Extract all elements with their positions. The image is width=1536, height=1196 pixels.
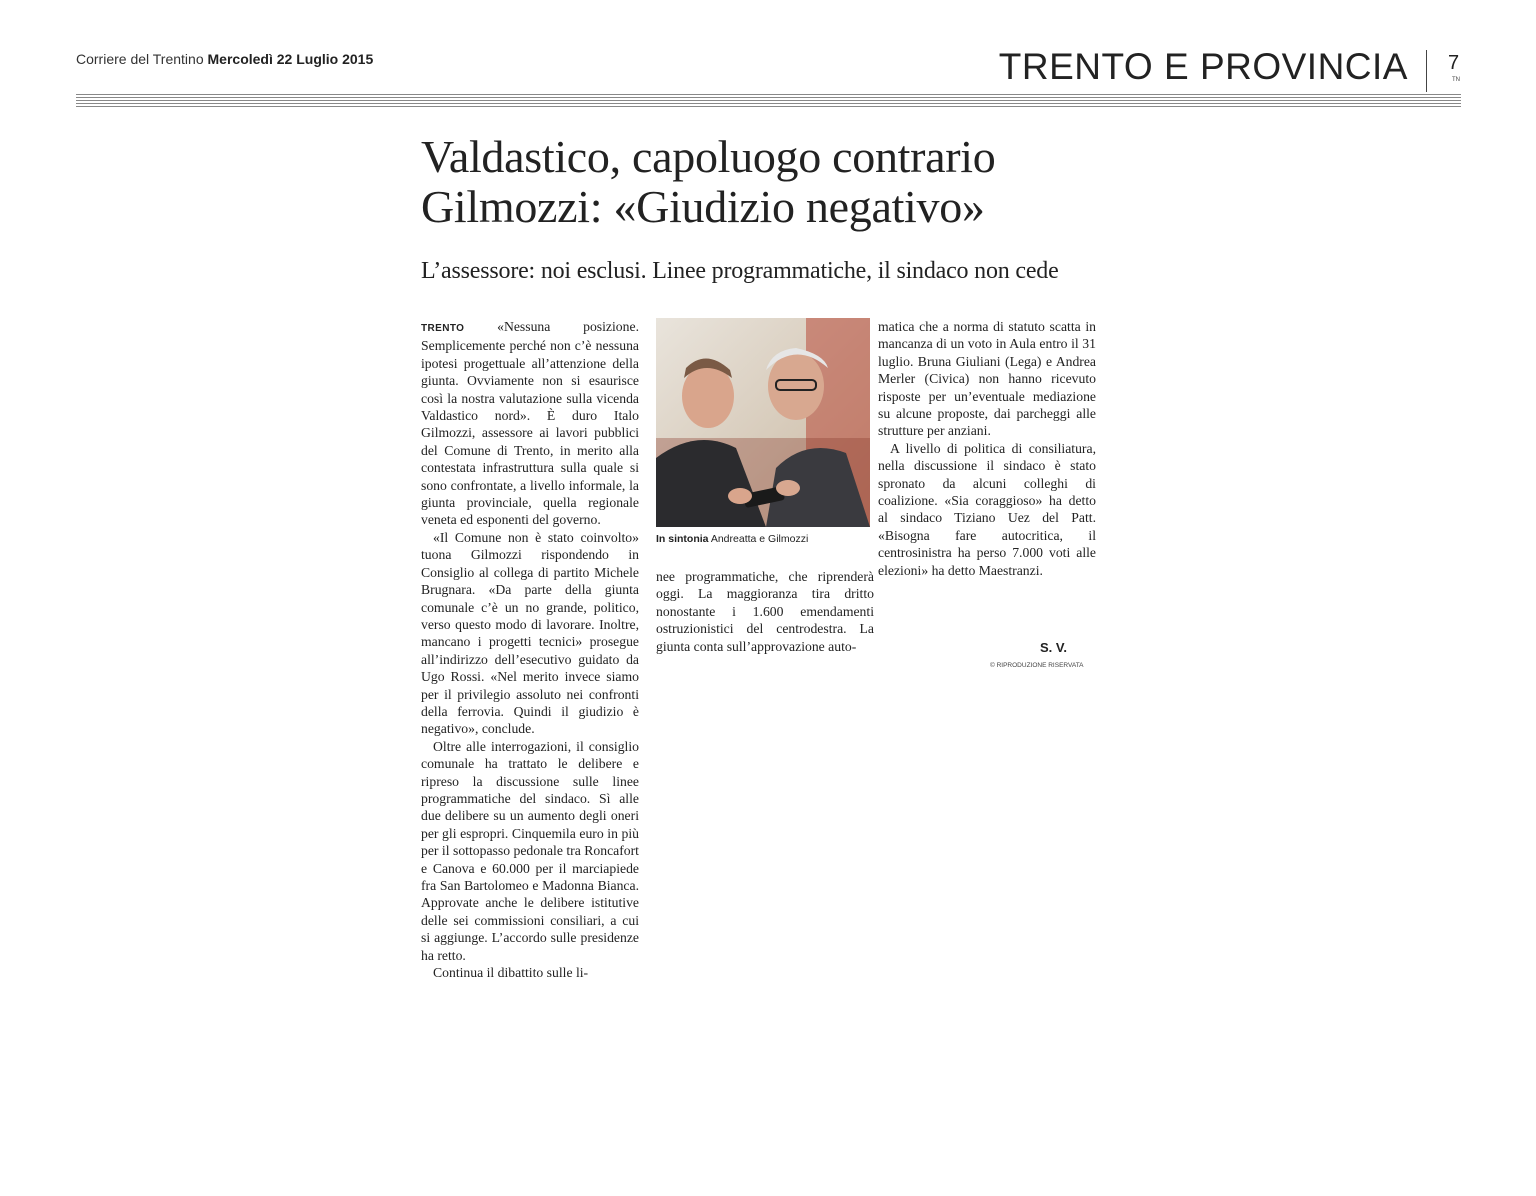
caption-bold: In sintonia: [656, 533, 709, 545]
section-title: TRENTO E PROVINCIA: [998, 46, 1408, 87]
issue-date: Mercoledì 22 Luglio 2015: [207, 51, 374, 67]
paragraph: Oltre alle interrogazioni, il consiglio comunale ha trattato le delibere e ripreso la discussione sulle linee programmatiche del sindaco. Sì alle due delibere su un aumento degli oneri per gli espropri. Cinquemila euro in più per il sottopasso pedonale tra Roncafort e Canova e 60.000 per il marciapiede fra San Bartolomeo e Madonna Bianca. Approvate anche le delibere istitutive delle sei commissioni consiliari, a cui si aggiunge. L’accordo sulle presidenze ha retto.: [421, 738, 639, 963]
header-rules: [76, 94, 1461, 108]
headline-line-2: Gilmozzi: «Giudizio negativo»: [421, 181, 985, 232]
article-column-3: [878, 318, 1096, 579]
author-signature: S. V.: [1040, 640, 1067, 655]
article-headline: [421, 132, 995, 232]
headline-line-1: Valdastico, capoluogo contrario: [421, 131, 996, 182]
caption-text: Andreatta e Gilmozzi: [710, 533, 809, 545]
copyright-notice: © RIPRODUZIONE RISERVATA: [990, 662, 1084, 669]
edition-code: TN: [1452, 77, 1460, 83]
paragraph: «Il Comune non è stato coinvolto» tuona Gilmozzi rispondendo in Consiglio al collega di partito Michele Brugnara. «Da parte della giunta comunale c’è un no grande, politico, verso questo modo di lavorare. Inoltre, mancano i progetti tecnici» prosegue all’indirizzo dell’esecutivo guidato da Ugo Rossi. «Nel merito invece siamo per il privilegio assoluto nei confronti della ferrovia. Quindi il giudizio è negativo», conclude.: [421, 529, 639, 737]
dateline: TRENTO: [421, 323, 465, 334]
header-divider: [1426, 50, 1427, 92]
article-column-1: [421, 318, 639, 981]
paragraph: Continua il dibattito sulle li-: [433, 965, 589, 981]
article-column-2: [656, 568, 874, 655]
paragraph: matica che a norma di statuto scatta in mancanza di un voto in Aula entro il 31 luglio. Bruna Giuliani (Lega) e Andrea Merler (Civica) non hanno ricevuto risposte per un’eventuale mediazione su alcune proposte, dai parcheggi alle strutture per anziani.: [878, 319, 1096, 439]
article-photo: [656, 318, 870, 527]
paragraph: A livello di politica di consiliatura, nella discussione il sindaco è stato spronato da alcuni colleghi di coalizione. «Sia coraggioso» ha detto al sindaco Tiziano Uez del Patt. «Bisogna fare autocritica, il centrosinistra ha perso 7.000 voti alle elezioni» ha detto Maestranzi.: [878, 440, 1096, 578]
paragraph: nee programmatiche, che riprenderà oggi. La maggioranza tira dritto nonostante i 1.600 emendamenti ostruzionistici del centrodestra. La giunta conta sull’approvazione auto-: [656, 569, 874, 654]
masthead-paper-date: [76, 51, 373, 67]
paragraph: TRENTO «Nessuna posizione. Semplicemente perché non c’è nessuna ipotesi progettuale all’attenzione della giunta. Ovviamente non si esaurisce così la nostra valutazione sulla vicenda Valdastico nord». È duro Italo Gilmozzi, assessore ai lavori pubblici del Comune di Trento, in merito alla contestata infrastruttura sulla quale si sono confrontate, a livello informale, la giunta provinciale, quella regionale veneta ed esponenti del governo.: [421, 319, 639, 528]
photo-two-men-icon: [656, 318, 870, 527]
article-subtitle: L’assessore: noi esclusi. Linee programmatiche, il sindaco non cede: [421, 258, 1059, 284]
photo-caption: [656, 533, 876, 545]
paper-name: Corriere del Trentino: [76, 51, 204, 67]
page-number: 7: [1448, 52, 1460, 74]
